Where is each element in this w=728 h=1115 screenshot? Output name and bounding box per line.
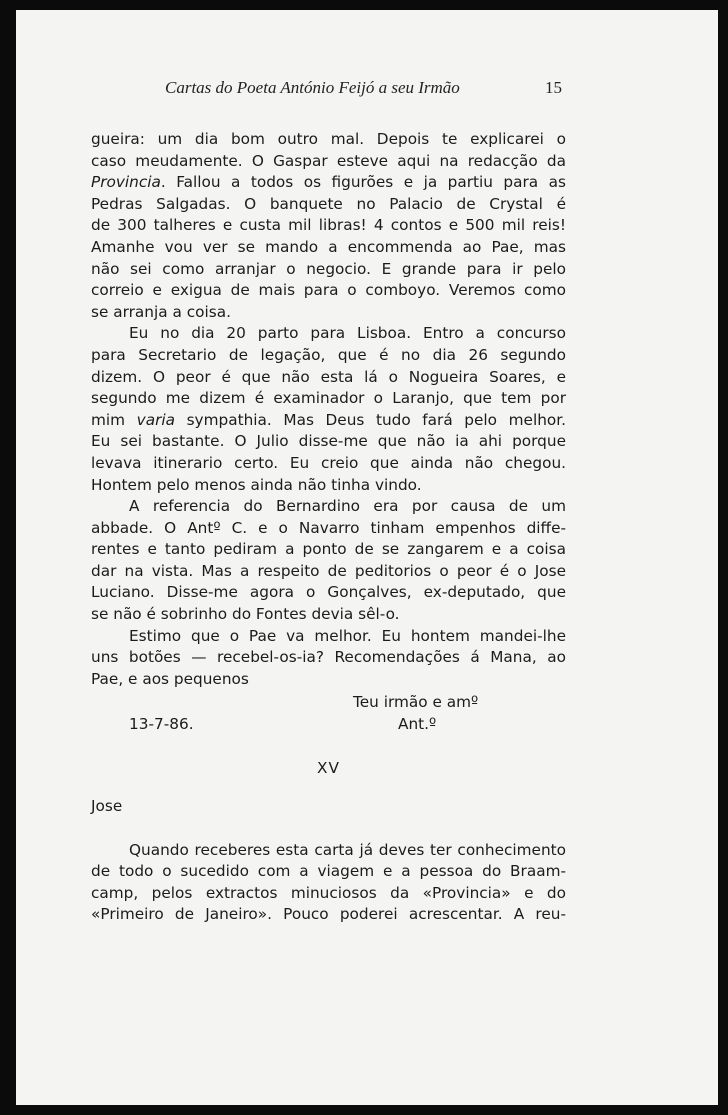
text-line: Amanhe vou ver se mando a encommenda ao Pae, mas [91, 237, 566, 256]
text-line: para Secretario de legação, que é no dia 26 segundo [91, 345, 566, 364]
text-line: de 300 talheres e custa mil libras! 4 contos e 500 mil reis! [91, 216, 566, 235]
text-line: dar na vista. Mas a respeito de peditorios o peor é o Jose [91, 561, 566, 580]
text-line: correio e exigua de mais para o comboyo. Veremos como [91, 281, 566, 300]
text-line: de todo o sucedido com a viagem e a pessoa do Braam- [91, 862, 566, 881]
text-line: rentes e tanto pediram a ponto de se zangarem e a coisa [91, 540, 566, 559]
text-line: Provincia. Fallou a todos os figurões e ja partiu para as [91, 173, 566, 192]
text-line: se arranja a coisa. [91, 302, 231, 321]
salutation: Jose [91, 797, 123, 816]
text-line: levava itinerario certo. Eu creio que ainda não chegou. [91, 453, 566, 472]
running-head-title: Cartas do Poeta António Feijó a seu Irmão [165, 78, 460, 97]
text-line: Eu no dia 20 parto para Lisboa. Entro a concurso [129, 324, 566, 343]
letter-date: 13-7-86. [129, 715, 194, 734]
paragraph-2 [91, 323, 566, 496]
text-line: Pae, e aos pequenos [91, 669, 249, 688]
paragraph-5 [91, 840, 566, 926]
spacer [91, 818, 566, 840]
text-line: dizem. O peor é que não esta lá o Nogueira Soares, e [91, 367, 566, 386]
text-line: abbade. O Antº C. e o Navarro tinham empenhos diffe- [91, 518, 566, 537]
text-line: segundo me dizem é examinador o Laranjo, que tem por [91, 389, 566, 408]
paragraph-4 [91, 626, 566, 691]
text-line: caso meudamente. O Gaspar esteve aqui na redacção da [91, 151, 566, 170]
paragraph-3 [91, 496, 566, 626]
text-line: mim varia sympathia. Mas Deus tudo fará pelo melhor. [91, 410, 566, 429]
signature-name: Ant.º [398, 715, 437, 734]
text-line: não sei como arranjar o negocio. E grande para ir pelo [91, 259, 566, 278]
text-line: Pedras Salgadas. O banquete no Palacio de Crystal é [91, 194, 566, 213]
signature-block [91, 692, 566, 740]
page-number: 15 [545, 78, 562, 97]
paragraph-1 [91, 129, 566, 323]
text-line: Hontem pelo menos ainda não tinha vindo. [91, 475, 422, 494]
text-line: A referencia do Bernardino era por causa de um [129, 497, 566, 516]
text-line: Luciano. Disse-me agora o Gonçalves, ex-deputado, que [91, 583, 566, 602]
text-line: camp, pelos extractos minuciosos da «Provincia» e do [91, 883, 566, 902]
letter-body [91, 129, 566, 926]
text-line: Quando receberes esta carta já deves ter conhecimento [129, 840, 566, 859]
text-line: gueira: um dia bom outro mal. Depois te explicarei o [91, 130, 566, 148]
text-line: Estimo que o Pae va melhor. Eu hontem mandei-lhe [129, 626, 566, 645]
text-line: «Primeiro de Janeiro». Pouco poderei acrescentar. A reu- [91, 905, 566, 924]
section-heading: XV [317, 759, 340, 778]
closing-line: Teu irmão e amº [353, 693, 479, 712]
text-line: se não é sobrinho do Fontes devia sêl-o. [91, 605, 400, 624]
text-line: uns botões — recebel-os-ia? Recomendações á Mana, ao [91, 648, 566, 667]
text-line: Eu sei bastante. O Julio disse-me que não ia ahi porque [91, 432, 566, 451]
